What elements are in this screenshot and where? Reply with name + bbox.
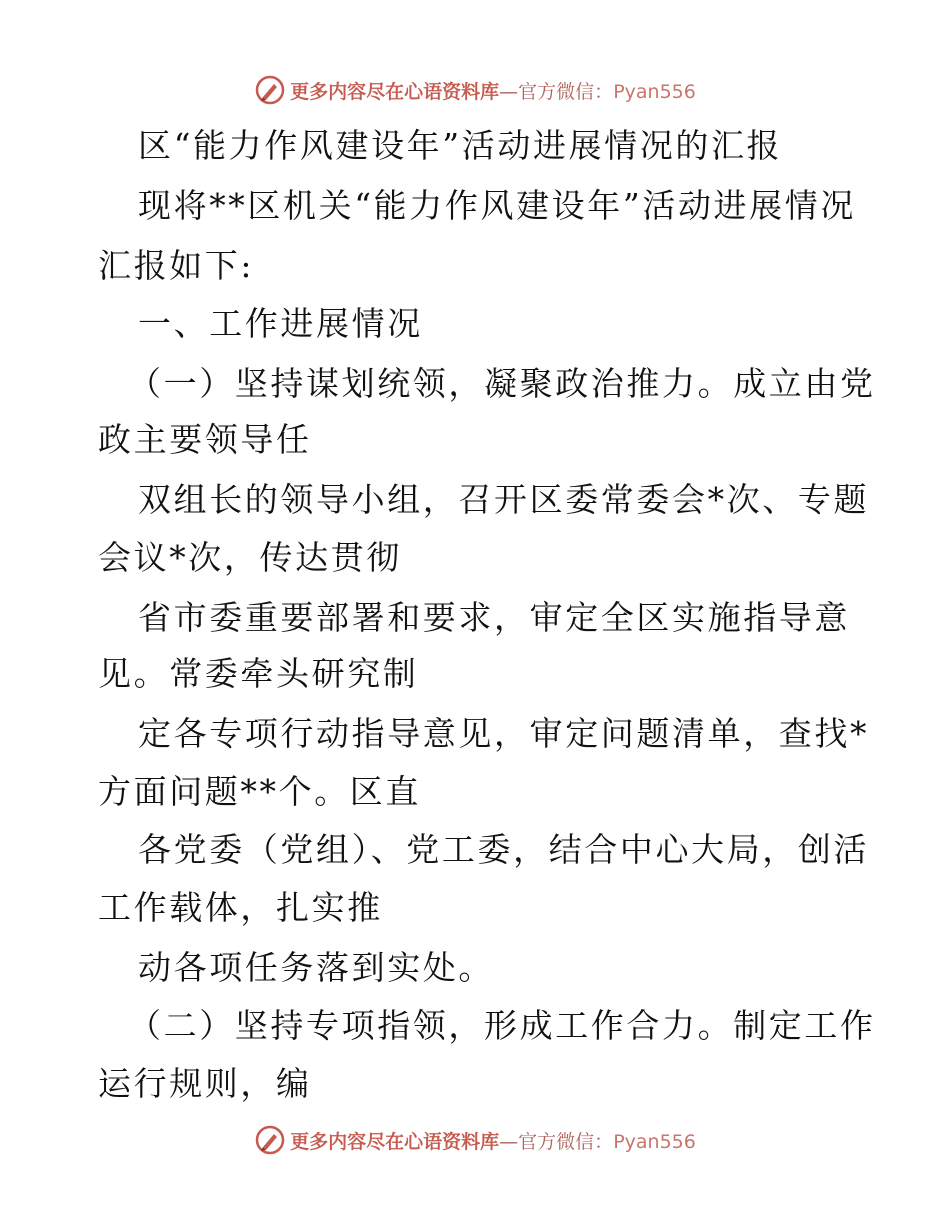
- paragraph-line: 见。常委牵头研究制: [98, 654, 419, 693]
- footer-watermark: [0, 1120, 950, 1160]
- pen-logo-icon: [254, 74, 286, 106]
- paragraph-line: 动各项任务落到实处。: [138, 948, 494, 987]
- watermark-text: [290, 77, 696, 104]
- paragraph-line: 会议*次，传达贯彻: [98, 538, 402, 577]
- watermark-brand: 更多内容尽在心语资料库: [290, 80, 500, 103]
- watermark-text: [290, 1127, 696, 1154]
- paragraph-line: 双组长的领导小组，召开区委常委会*次、专题: [138, 480, 870, 519]
- paragraph-line: 政主要领导任: [98, 420, 312, 459]
- paragraph-line: 现将**区机关“能力作风建设年”活动进展情况: [138, 186, 856, 225]
- paragraph-line: 省市委重要部署和要求，审定全区实施指导意: [138, 598, 850, 637]
- paragraph-line: 运行规则，编: [98, 1064, 312, 1103]
- watermark-contact-label: 官方微信：: [518, 80, 614, 103]
- paragraph-line: 工作载体，扎实推: [98, 888, 383, 927]
- paragraph-line: 定各专项行动指导意见，审定问题清单，查找*: [138, 714, 870, 753]
- header-watermark: [0, 70, 950, 110]
- watermark-contact-id: Pyan556: [613, 80, 696, 103]
- paragraph-line: （一）坚持谋划统领，凝聚政治推力。成立由党: [128, 364, 876, 403]
- watermark-separator: —: [499, 1130, 519, 1153]
- pen-logo-icon: [254, 1124, 286, 1156]
- paragraph-line: 汇报如下:: [98, 246, 255, 285]
- paragraph-line: （二）坚持专项指领，形成工作合力。制定工作: [128, 1006, 876, 1045]
- section-heading: 一、工作进展情况: [138, 304, 423, 343]
- watermark-contact-label: 官方微信：: [518, 1130, 614, 1153]
- document-title: 区“能力作风建设年”活动进展情况的汇报: [138, 126, 783, 165]
- paragraph-line: 方面问题**个。区直: [98, 772, 421, 811]
- watermark-separator: —: [499, 80, 519, 103]
- watermark-contact-id: Pyan556: [613, 1130, 696, 1153]
- paragraph-line: 各党委（党组）、党工委，结合中心大局，创活: [138, 830, 870, 869]
- watermark-brand: 更多内容尽在心语资料库: [290, 1130, 500, 1153]
